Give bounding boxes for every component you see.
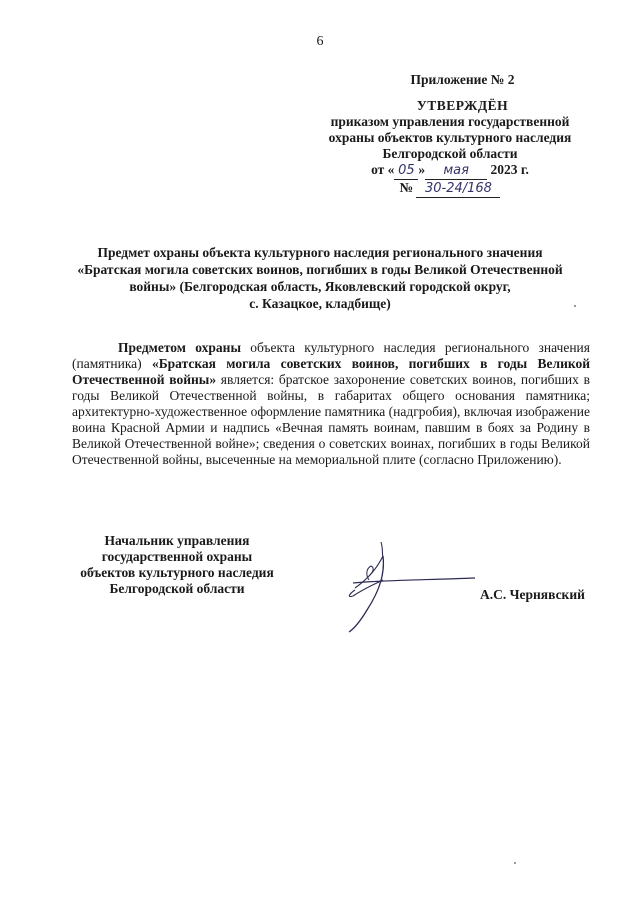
- order-line-1: приказом управления государственной: [330, 114, 570, 129]
- order-number: [300, 180, 600, 198]
- body-paragraph: [72, 340, 590, 468]
- appendix-label: Приложение № 2: [410, 72, 515, 87]
- position-line-1: Начальник управления: [104, 533, 250, 548]
- title-line-4: с. Казацкое, кладбище): [249, 296, 391, 311]
- title-line-3: войны» (Белгородская область, Яковлевский городской округ,: [129, 279, 511, 294]
- body-rest: является: братское захоронение советских воинов, погибших в годы Великой Отечественной войны, в габаритах общего основания памятника; архитектурно-художественное оформление памятника (надгробия), включая изображение воина Красной Армии и надпись «Вечная память воинам, павшим в боях за Родину в Великой Отечественной войне»; сведения о советских воинах, погибших в годы Великой Отечественной войны, высеченные на мемориальной плите (согласно Приложению).: [72, 372, 590, 467]
- scan-mark: [514, 862, 516, 864]
- handwritten-signature: [325, 528, 485, 638]
- date-month: мая: [425, 163, 487, 180]
- body-lead: Предметом охраны: [118, 340, 241, 355]
- title-line-1: Предмет охраны объекта культурного наследия регионального значения: [97, 245, 543, 260]
- date-prefix: от «: [371, 162, 395, 177]
- date-mid: »: [418, 162, 426, 177]
- order-date: [300, 162, 600, 180]
- date-day: 05: [394, 163, 418, 180]
- number-prefix: №: [399, 180, 414, 195]
- position-line-2: государственной охраны: [101, 549, 253, 564]
- date-year: 2023 г.: [490, 162, 529, 177]
- approval-header: [300, 72, 600, 198]
- order-line-2: охраны объектов культурного наследия: [328, 130, 572, 145]
- position-line-4: Белгородской области: [109, 581, 245, 596]
- scan-mark: [574, 305, 576, 307]
- document-title: [60, 244, 580, 312]
- body-object-name: «Братская могила советских воинов, погибших в годы Великой Отечественной войны»: [72, 356, 590, 387]
- order-line-3: Белгородской области: [382, 146, 518, 161]
- position-line-3: объектов культурного наследия: [80, 565, 274, 580]
- number-value: 30-24/168: [416, 181, 500, 198]
- body-lead-regular: объекта культурного наследия регионального значения (памятника): [72, 340, 590, 371]
- page-number: 6: [316, 34, 324, 49]
- title-line-2: «Братская могила советских воинов, погибших в годы Великой Отечественной: [77, 262, 563, 277]
- signer-name: А.С. Чернявский: [480, 587, 585, 602]
- approved-label: УТВЕРЖДЁН: [416, 98, 509, 113]
- signatory-position: [62, 533, 292, 597]
